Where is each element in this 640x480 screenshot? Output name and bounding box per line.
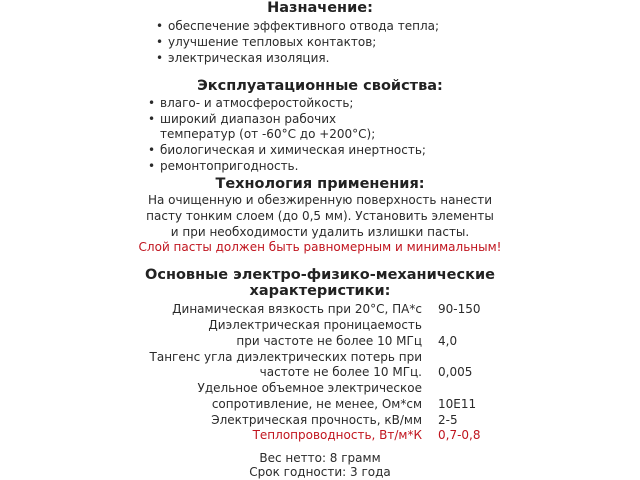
- technology-warning: Слой пасты должен быть равномерным и минимальным!: [138, 240, 502, 254]
- purpose-item-text: электрическая изоляция.: [168, 51, 330, 65]
- properties-item: [148, 112, 336, 126]
- spec-label: частоте не более 10 МГц.: [259, 365, 422, 379]
- specs-heading-line1: Основные электро-физико-механические: [145, 267, 495, 283]
- properties-item-continuation: температур (от -60°С до +200°С);: [160, 127, 376, 141]
- bullet-icon: •: [148, 159, 156, 173]
- spec-label: Динамическая вязкость при 20°С, ПА*с: [172, 302, 422, 316]
- spec-value: 4,0: [438, 334, 458, 348]
- spec-label-thermal: Теплопроводность, Вт/м*К: [252, 428, 422, 442]
- bullet-icon: •: [148, 143, 156, 157]
- purpose-heading: Назначение:: [267, 0, 373, 16]
- net-weight: Вес нетто: 8 грамм: [259, 451, 381, 465]
- technology-line: На очищенную и обезжиренную поверхность нанести: [147, 193, 493, 207]
- purpose-item-text: обеспечение эффективного отвода тепла;: [168, 19, 440, 33]
- technology-line: пасту тонким слоем (до 0,5 мм). Установить элементы: [146, 209, 494, 223]
- bullet-icon: •: [148, 112, 156, 126]
- technology-line: и при необходимости удалить излишки пасты.: [170, 225, 470, 239]
- purpose-item: [156, 19, 439, 33]
- spec-value: 10Е11: [438, 397, 477, 411]
- spec-label: при частоте не более 10 МГц: [236, 334, 422, 348]
- spec-label: Электрическая прочность, кВ/мм: [211, 413, 422, 427]
- spec-label: Удельное объемное электрическое: [197, 381, 422, 395]
- spec-label: Тангенс угла диэлектрических потерь при: [149, 350, 422, 364]
- spec-value-thermal: 0,7-0,8: [438, 428, 481, 442]
- bullet-icon: •: [148, 96, 156, 110]
- spec-value: 0,005: [438, 365, 473, 379]
- properties-item: [148, 143, 426, 157]
- bullet-icon: •: [156, 51, 164, 65]
- properties-item-text: широкий диапазон рабочих: [160, 112, 337, 126]
- properties-item-text: влаго- и атмосферостойкость;: [160, 96, 354, 110]
- properties-heading: Эксплуатационные свойства:: [197, 78, 443, 94]
- properties-item: [148, 159, 298, 173]
- purpose-item: [156, 35, 376, 49]
- spec-value: 90-150: [438, 302, 481, 316]
- shelf-life: Срок годности: 3 года: [249, 465, 391, 479]
- purpose-item: [156, 51, 329, 65]
- specs-heading-line2: характеристики:: [249, 283, 391, 299]
- bullet-icon: •: [156, 19, 164, 33]
- properties-item: [148, 96, 353, 110]
- purpose-item-text: улучшение тепловых контактов;: [168, 35, 377, 49]
- properties-item-text: ремонтопригодность.: [160, 159, 299, 173]
- spec-label: сопротивление, не менее, Ом*см: [211, 397, 422, 411]
- properties-item-text: биологическая и химическая инертность;: [160, 143, 426, 157]
- spec-value: 2-5: [438, 413, 458, 427]
- bullet-icon: •: [156, 35, 164, 49]
- spec-label: Диэлектрическая проницаемость: [208, 318, 422, 332]
- technology-heading: Технология применения:: [215, 176, 425, 192]
